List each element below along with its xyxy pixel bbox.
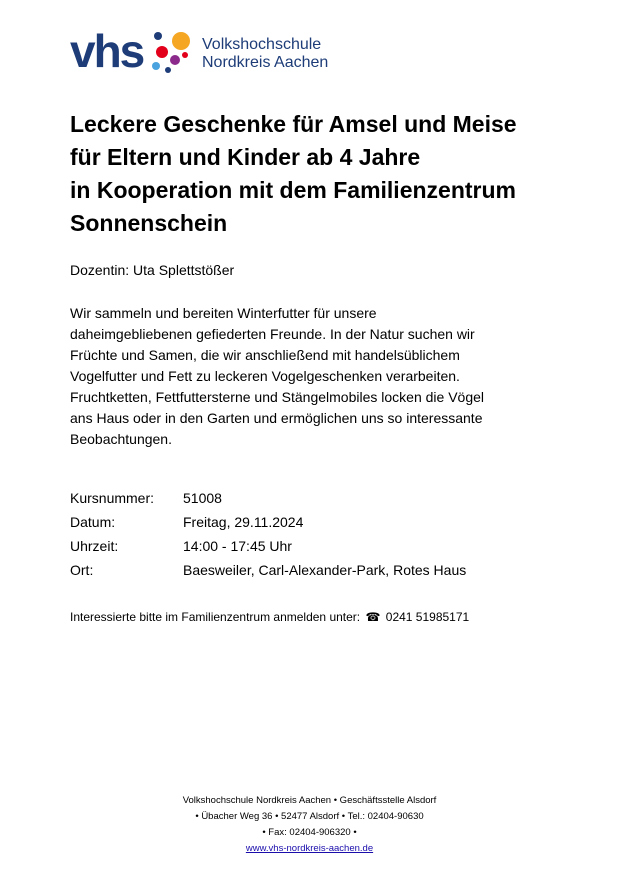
- title-line: Leckere Geschenke für Amsel und Meise: [70, 111, 517, 137]
- logo-dot-small-red: [182, 52, 188, 58]
- description-line: ans Haus oder in den Garten und ermöglichen uns so interessante: [70, 410, 483, 426]
- course-description: [70, 303, 570, 450]
- logo-wordmark: vhs: [70, 25, 144, 77]
- description-line: Wir sammeln und bereiten Winterfutter für unsere: [70, 305, 377, 321]
- logo-dot-red: [156, 46, 168, 58]
- title-line: für Eltern und Kinder ab 4 Jahre: [70, 144, 421, 170]
- vhs-logo: [70, 25, 360, 80]
- detail-value: 51008: [183, 490, 222, 506]
- logo-dot-purple: [170, 55, 180, 65]
- title-line: in Kooperation mit dem Familienzentrum: [70, 177, 516, 203]
- contact-text: Interessierte bitte im Familienzentrum anmelden unter:: [70, 610, 361, 624]
- description-line: Fruchtketten, Fettfuttersterne und Stängelmobiles locken die Vögel: [70, 389, 485, 405]
- description-line: Früchte und Samen, die wir anschließend mit handelsüblichem: [70, 347, 460, 363]
- footer-fax: • Fax: 02404-906320 •: [262, 827, 357, 838]
- detail-label: Ort:: [70, 562, 94, 578]
- footer-line-1: Volkshochschule Nordkreis Aachen • Geschäftsstelle Alsdorf: [182, 795, 437, 806]
- logo-dot-light-blue: [152, 62, 160, 70]
- description-line: Beobachtungen.: [70, 431, 172, 447]
- title-line: Sonnenschein: [70, 210, 228, 236]
- footer: [0, 793, 619, 857]
- logo-line-2: Nordkreis Aachen: [202, 54, 329, 71]
- description-line: daheimgebliebenen gefiederten Freunde. In der Natur suchen wir: [70, 326, 475, 342]
- logo-text: [202, 36, 328, 72]
- logo-dot-blue-top: [154, 32, 162, 40]
- registration-contact: [70, 610, 469, 624]
- logo-dot-orange: [172, 32, 190, 50]
- logo-line-1: Volkshochschule: [202, 36, 322, 53]
- lecturer: Dozentin: Uta Splettstößer: [70, 262, 235, 278]
- course-title: [70, 108, 590, 240]
- logo-dots-graphic: [148, 30, 198, 76]
- footer-line-3: [0, 825, 619, 857]
- telephone-icon: ☎: [365, 610, 381, 624]
- contact-phone: 0241 51985171: [385, 610, 470, 624]
- detail-label: Datum:: [70, 514, 116, 530]
- detail-value: Freitag, 29.11.2024: [183, 514, 304, 530]
- logo-dot-small-blue: [165, 67, 171, 73]
- detail-label: Uhrzeit:: [70, 538, 119, 554]
- footer-line-2: • Übacher Weg 36 • 52477 Alsdorf • Tel.: 02404-90630: [195, 811, 424, 822]
- description-line: Vogelfutter und Fett zu leckeren Vogelgeschenken verarbeiten.: [70, 368, 460, 384]
- website-link[interactable]: www.vhs-nordkreis-aachen.de: [245, 843, 374, 854]
- detail-value: Baesweiler, Carl-Alexander-Park, Rotes Haus: [183, 562, 467, 578]
- detail-label: Kursnummer:: [70, 490, 155, 506]
- detail-value: 14:00 - 17:45 Uhr: [183, 538, 292, 554]
